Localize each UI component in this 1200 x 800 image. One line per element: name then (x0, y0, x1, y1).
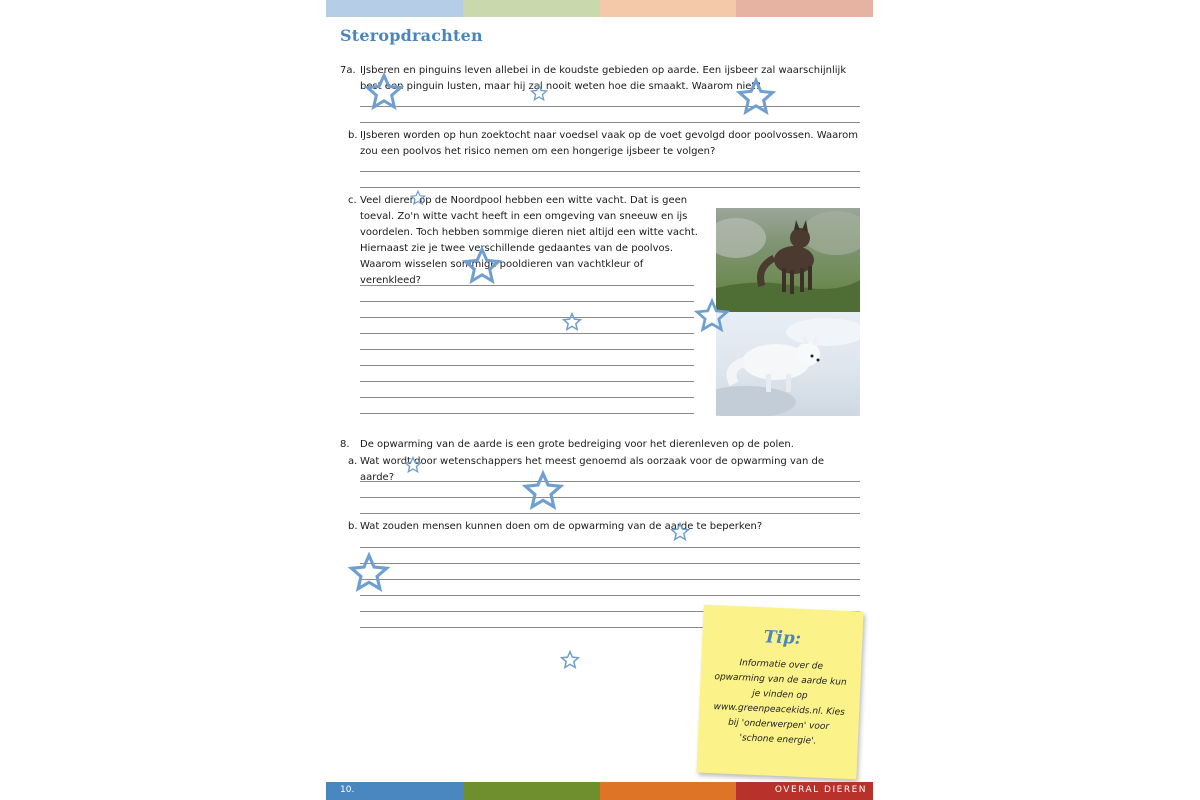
star-icon (560, 650, 580, 670)
answer-line (360, 366, 694, 382)
top-bar-segment (736, 0, 873, 17)
section-title: Steropdrachten (340, 26, 483, 45)
question-number: 7a. (340, 65, 356, 76)
star-icon (462, 246, 502, 286)
answer-lines-8a[interactable] (360, 466, 860, 514)
question-8a-text: Wat wordt door wetenschappers het meest genoemd als oorzaak voor de opwarming van de aarde? (360, 456, 825, 483)
answer-line (360, 270, 694, 286)
answer-line (360, 398, 694, 414)
answer-line (360, 382, 694, 398)
answer-line (360, 156, 860, 172)
arctic-fox-photos (716, 208, 860, 416)
answer-line (360, 91, 860, 107)
star-icon (364, 72, 404, 112)
footer-segment (736, 782, 873, 800)
answer-line (360, 564, 860, 580)
answer-line (360, 286, 694, 302)
answer-lines-7c[interactable] (360, 270, 694, 414)
star-icon (562, 312, 582, 332)
footer-segment (463, 782, 600, 800)
star-icon (348, 552, 390, 594)
book-title: OVERAL DIEREN (774, 785, 867, 795)
question-7c-text: Veel dieren op de Noordpool hebben een witte vacht. Dat is geen toeval. Zo'n witte vacht heeft in een omgeving van sneeuw en ijs voordelen. Toch hebben sommige dieren niet altijd een witte vacht. Hiernaast zie je twee verschillende gedaantes van de poolvos. Waarom wisselen sommige pooldieren van vachtkleur of verenkleed? (360, 195, 698, 286)
answer-line (360, 466, 860, 482)
question-8-intro: De opwarming van de aarde is een grote bedreiging voor het dierenleven op de polen. (360, 439, 794, 450)
question-8b-text: Wat zouden mensen kunnen doen om de opwarming van de aarde te beperken? (360, 521, 763, 532)
tip-text: Informatie over de opwarming van de aarde kun je vinden op www.greenpeacekids.nl. Kies bij 'onderwerpen' voor 'schone energie'. (713, 658, 847, 747)
question-7a-text: IJsberen en pinguins leven allebei in de koudste gebieden op aarde. Een ijsbeer zal waarschijnlijk best een pinguin lusten, maar hij zal nooit weten hoe die smaakt. Waarom niet? (360, 65, 847, 92)
page-number: 10. (340, 785, 355, 795)
star-icon (522, 470, 564, 512)
answer-line (360, 172, 860, 188)
answer-line (360, 482, 860, 498)
question-letter: b. (348, 130, 358, 141)
top-bar-segment (600, 0, 737, 17)
white-arctic-fox-photo (716, 312, 860, 416)
top-color-bar (326, 0, 873, 17)
brown-arctic-fox-photo (716, 208, 860, 312)
question-7b-text: IJsberen worden op hun zoektocht naar voedsel vaak op de voet gevolgd door poolvossen. Waarom zou een poolvos het risico nemen om een hongerige ijsbeer te volgen? (360, 130, 859, 157)
star-icon (694, 298, 730, 334)
answer-line (360, 580, 860, 596)
answer-line (360, 350, 694, 366)
tip-title: Tip: (763, 627, 802, 649)
star-icon (530, 84, 548, 102)
answer-line (360, 318, 694, 334)
answer-line (360, 548, 860, 564)
answer-lines-7b[interactable] (360, 156, 860, 188)
worksheet-page (326, 0, 873, 800)
star-icon (404, 456, 422, 474)
question-letter: b. (348, 521, 358, 532)
footer-segment (600, 782, 737, 800)
answer-lines-7a[interactable] (360, 91, 860, 123)
answer-line (360, 334, 694, 350)
answer-line (360, 107, 860, 123)
star-icon (736, 77, 776, 117)
star-icon (410, 190, 426, 206)
answer-line (360, 302, 694, 318)
answer-line (360, 498, 860, 514)
question-letter: c. (348, 195, 357, 206)
tip-note (696, 605, 863, 780)
question-number: 8. (340, 439, 350, 450)
footer-color-bar (326, 782, 873, 800)
top-bar-segment (326, 0, 463, 17)
footer-segment (326, 782, 463, 800)
star-icon (670, 522, 690, 542)
question-letter: a. (348, 456, 358, 467)
top-bar-segment (463, 0, 600, 17)
answer-line (360, 532, 860, 548)
